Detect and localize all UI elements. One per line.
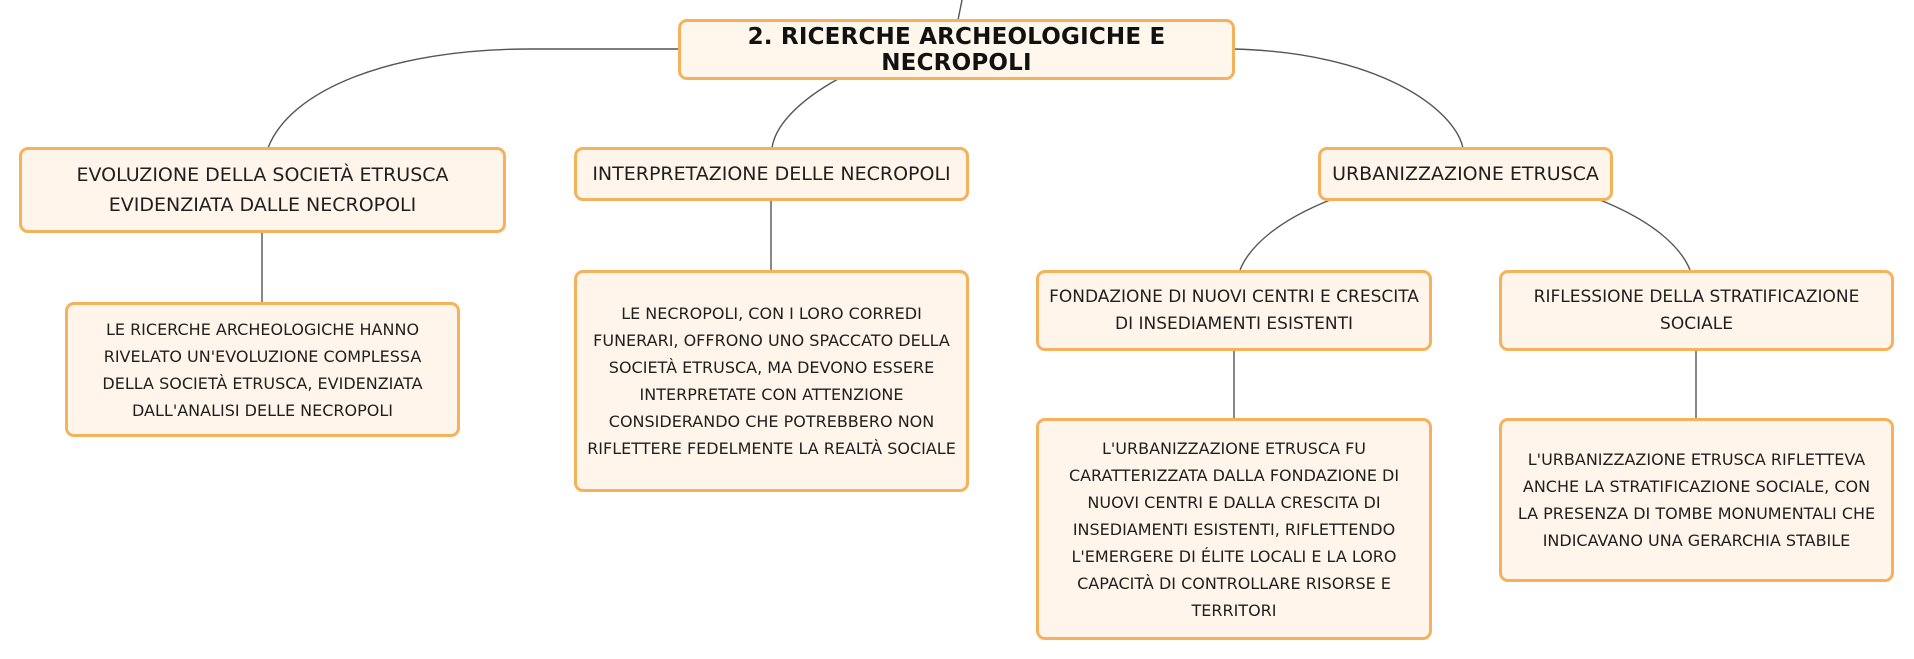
- connector-root-to-urbanizzazione: [1232, 49, 1463, 148]
- node-urbanizzazione-label: URBANIZZAZIONE ETRUSCA: [1332, 163, 1599, 185]
- connector-root-to-evoluzione: [268, 49, 680, 148]
- node-evoluzione-label: EVOLUZIONE DELLA SOCIETÀ ETRUSCA EVIDENZIATA DALLE NECROPOLI: [76, 164, 449, 216]
- node-riflessione-detail-text: L'URBANIZZAZIONE ETRUSCA RIFLETTEVA ANCHE LA STRATIFICAZIONE SOCIALE, CON LA PRESENZA DI TOMBE MONUMENTALI CHE INDICAVANO UNA GERARCHIA STABILE: [1517, 450, 1876, 550]
- node-evoluzione-detail[interactable]: [65, 302, 460, 437]
- node-riflessione-label: RIFLESSIONE DELLA STRATIFICAZIONE SOCIALE: [1533, 286, 1860, 334]
- node-fondazione-label: FONDAZIONE DI NUOVI CENTRI E CRESCITA DI INSEDIAMENTI ESISTENTI: [1049, 286, 1419, 334]
- node-evoluzione-detail-text: LE RICERCHE ARCHEOLOGICHE HANNO RIVELATO UN'EVOLUZIONE COMPLESSA DELLA SOCIETÀ ETRUSCA, EVIDENZIATA DALL'ANALISI DELLE NECROPOLI: [102, 319, 423, 420]
- node-riflessione-detail[interactable]: [1499, 418, 1894, 582]
- connector-root-to-interpretazione: [772, 79, 838, 148]
- node-fondazione[interactable]: [1036, 270, 1432, 351]
- node-urbanizzazione[interactable]: [1318, 147, 1613, 201]
- root-node-label: 2. RICERCHE ARCHEOLOGICHE E NECROPOLI: [747, 23, 1166, 76]
- node-riflessione[interactable]: [1499, 270, 1894, 351]
- node-interpretazione[interactable]: [574, 147, 969, 201]
- node-interpretazione-detail[interactable]: [574, 270, 969, 492]
- root-node[interactable]: [678, 19, 1235, 80]
- node-fondazione-detail[interactable]: [1036, 418, 1432, 640]
- connector-urbanizzazione-to-riflessione: [1600, 200, 1690, 270]
- connector-parent-to-root: [958, 0, 962, 20]
- connector-urbanizzazione-to-fondazione: [1240, 200, 1330, 270]
- node-fondazione-detail-text: L'URBANIZZAZIONE ETRUSCA FU CARATTERIZZATA DALLA FONDAZIONE DI NUOVI CENTRI E DALLA CRESCITA DI INSEDIAMENTI ESISTENTI, RIFLETTENDO L'EMERGERE DI ÉLITE LOCALI E LA LORO CAPACITÀ DI CONTROLLARE RISORSE E TERRITORI: [1068, 438, 1400, 620]
- node-evoluzione[interactable]: [19, 147, 506, 233]
- node-interpretazione-label: INTERPRETAZIONE DELLE NECROPOLI: [592, 163, 951, 185]
- node-interpretazione-detail-text: LE NECROPOLI, CON I LORO CORREDI FUNERARI, OFFRONO UNO SPACCATO DELLA SOCIETÀ ETRUSCA, MA DEVONO ESSERE INTERPRETATE CON ATTENZIONE CONSIDERANDO CHE POTREBBERO NON RIFLETTERE FEDELMENTE LA REALTÀ SOCIALE: [587, 304, 956, 458]
